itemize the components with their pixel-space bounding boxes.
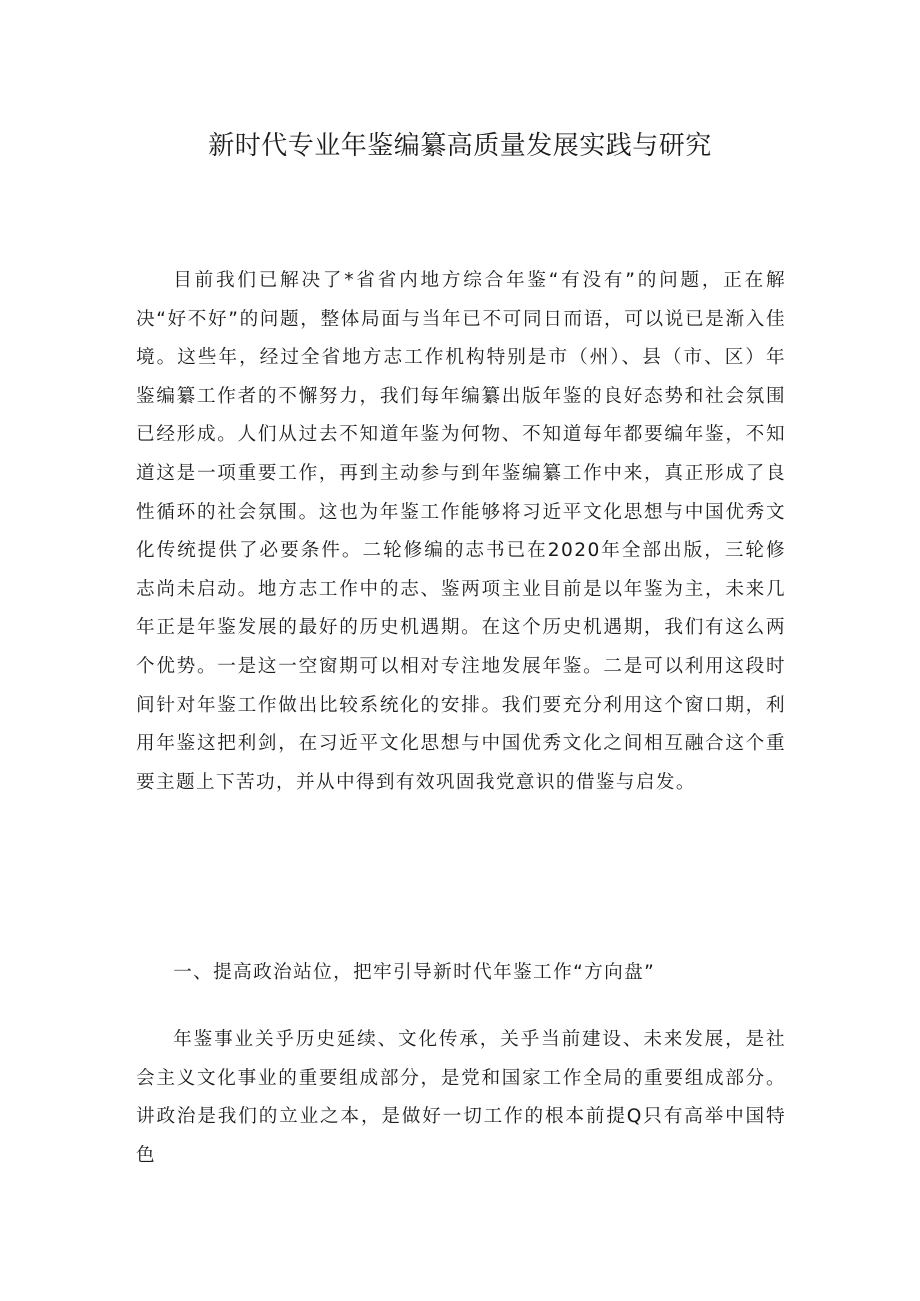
section-heading: 一、提高政治站位，把牢引导新时代年鉴工作“方向盘” [173, 962, 656, 983]
document-title: 新时代专业年鉴编纂高质量发展实践与研究 [208, 131, 712, 161]
body-paragraph: 目前我们已解决了*省省内地方综合年鉴“有没有”的问题，正在解决“好不好”的问题，整体局面与当年已不可同日而语，可以说已是渐入佳境。这些年，经过全省地方志工作机构特别是市（州）、县（市、区）年鉴编纂工作者的不懈努力，我们每年编纂出版年鉴的良好态势和社会氛围已经形成。人们从过去不知道年鉴为何物、不知道每年都要编年鉴，不知道这是一项重要工作，再到主动参与到年鉴编纂工作中来，真正形成了良性循环的社会氛围。这也为年鉴工作能够将习近平文化思想与中国优秀文化传统提供了必要条件。二轮修编的志书已在2020年全部出版，三轮修志尚未启动。地方志工作中的志、鉴两项主业目前是以年鉴为主，未来几年正是年鉴发展的最好的历史机遇期。在这个历史机遇期，我们有这么两个优势。一是这一空窗期可以相对专注地发展年鉴。二是可以利用这段时间针对年鉴工作做出比较系统化的安排。我们要充分利用这个窗口期，利用年鉴这把利剑，在习近平文化思想与中国优秀文化之间相互融合这个重要主题上下苦功，并从中得到有效巩固我党意识的借鉴与启发。 [136, 270, 786, 793]
body-paragraph: 年鉴事业关乎历史延续、文化传承，关乎当前建设、未来发展，是社会主义文化事业的重要组成部分，是党和国家工作全局的重要组成部分。讲政治是我们的立业之本，是做好一切工作的根本前提Q只有高举中国特色 [136, 1029, 786, 1166]
